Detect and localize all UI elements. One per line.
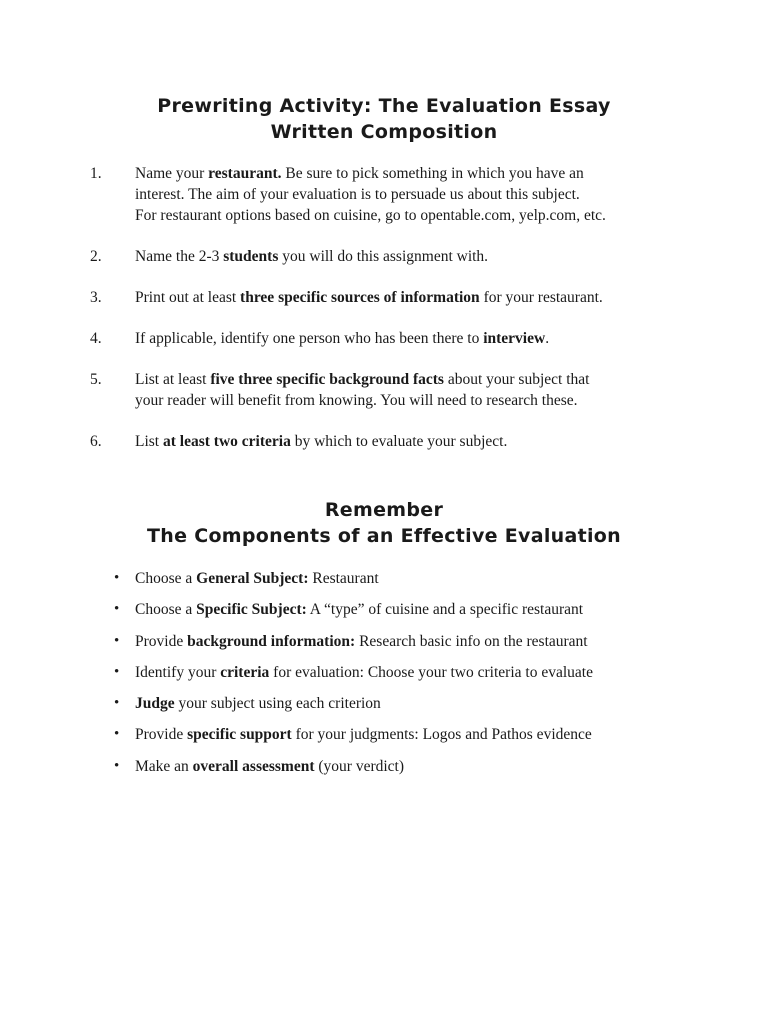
component-item <box>114 756 714 777</box>
text-run: List <box>135 433 163 450</box>
step-item <box>90 287 690 308</box>
text-run: Choose a <box>135 601 197 619</box>
step-item <box>90 369 690 411</box>
text-run: If applicable, identify one person who has been there to <box>135 330 484 347</box>
text-run: (your verdict) <box>314 757 405 775</box>
bullet-icon: • <box>114 632 120 649</box>
bold-text: criteria <box>220 663 270 681</box>
step-text-line <box>135 390 690 411</box>
text-run: for your judgments: Logos and Pathos evidence <box>291 726 592 744</box>
bold-text: background information: <box>187 632 356 650</box>
component-item <box>114 568 714 589</box>
section-heading-line-2: The Components of an Effective Evaluation <box>147 525 621 547</box>
section-heading <box>0 497 768 549</box>
step-item <box>90 328 690 349</box>
section-heading-line-1: Remember <box>324 499 444 521</box>
step-number: 3. <box>90 289 102 306</box>
step-text-line <box>135 369 690 390</box>
text-run: Name the 2-3 <box>135 248 224 265</box>
bold-text: Specific Subject: <box>196 601 307 619</box>
text-run: Make an <box>135 757 193 775</box>
text-run: Provide <box>135 632 188 650</box>
bold-text: students <box>223 248 279 265</box>
bullet-icon: • <box>114 601 120 618</box>
bullet-icon: • <box>114 695 120 712</box>
bullet-icon: • <box>114 663 120 680</box>
step-item <box>90 246 690 267</box>
step-item <box>90 163 690 226</box>
text-run: Print out at least <box>135 289 241 306</box>
text-run: interest. The aim of your evaluation is to persuade us about this subject. <box>135 186 580 203</box>
text-run: List at least <box>135 371 211 388</box>
component-item <box>114 724 714 745</box>
bullet-icon: • <box>114 570 120 586</box>
text-run: you will do this assignment with. <box>278 248 489 265</box>
bold-text: interview <box>483 330 546 347</box>
text-run: Name your <box>135 165 209 182</box>
step-text-line <box>135 163 690 184</box>
step-text-line <box>135 246 690 267</box>
text-run: for your restaurant. <box>479 289 603 306</box>
text-run: For restaurant options based on cuisine, go to opentable.com, yelp.com, etc. <box>135 207 606 224</box>
bold-text: overall assessment <box>192 757 315 775</box>
bold-text: Judge <box>135 695 175 713</box>
text-run: Restaurant <box>308 570 379 587</box>
text-run: Choose a <box>135 570 197 587</box>
step-number: 5. <box>90 371 102 388</box>
steps-list <box>90 163 690 472</box>
bold-text: specific support <box>187 726 292 744</box>
text-run: by which to evaluate your subject. <box>290 433 508 450</box>
components-list <box>114 568 714 787</box>
text-run: Identify your <box>135 663 221 681</box>
component-item <box>114 599 714 620</box>
text-run: your subject using each criterion <box>174 695 381 713</box>
component-item <box>114 631 714 652</box>
bullet-icon: • <box>114 757 120 774</box>
text-run: A “type” of cuisine and a specific restaurant <box>306 601 584 619</box>
bold-text: General Subject: <box>196 570 309 587</box>
bold-text: restaurant. <box>208 165 282 182</box>
step-item <box>90 431 690 452</box>
text-run: Research basic info on the restaurant <box>355 632 588 650</box>
text-run: about your subject that <box>443 371 590 388</box>
text-run: . <box>545 330 550 347</box>
document-title <box>0 93 768 145</box>
bold-text: at least two criteria <box>163 433 291 450</box>
step-number: 4. <box>90 330 102 347</box>
component-item <box>114 693 714 714</box>
bold-text: three specific sources of information <box>240 289 480 306</box>
step-number: 2. <box>90 248 102 265</box>
title-line-1: Prewriting Activity: The Evaluation Essay <box>157 95 611 117</box>
step-number: 1. <box>90 165 102 182</box>
text-run: your reader will benefit from knowing. You will need to research these. <box>135 392 578 409</box>
step-text-line <box>135 431 690 452</box>
step-text-line <box>135 205 690 226</box>
bold-text: five three specific background facts <box>210 371 444 388</box>
title-line-2: Written Composition <box>270 121 498 143</box>
bullet-icon: • <box>114 726 120 743</box>
step-number: 6. <box>90 433 102 450</box>
step-text-line <box>135 287 690 308</box>
text-run: for evaluation: Choose your two criteria to evaluate <box>269 663 593 681</box>
step-text-line <box>135 184 690 205</box>
component-item <box>114 662 714 683</box>
step-text-line <box>135 328 690 349</box>
text-run: Provide <box>135 726 188 744</box>
text-run: Be sure to pick something in which you have an <box>281 165 584 182</box>
